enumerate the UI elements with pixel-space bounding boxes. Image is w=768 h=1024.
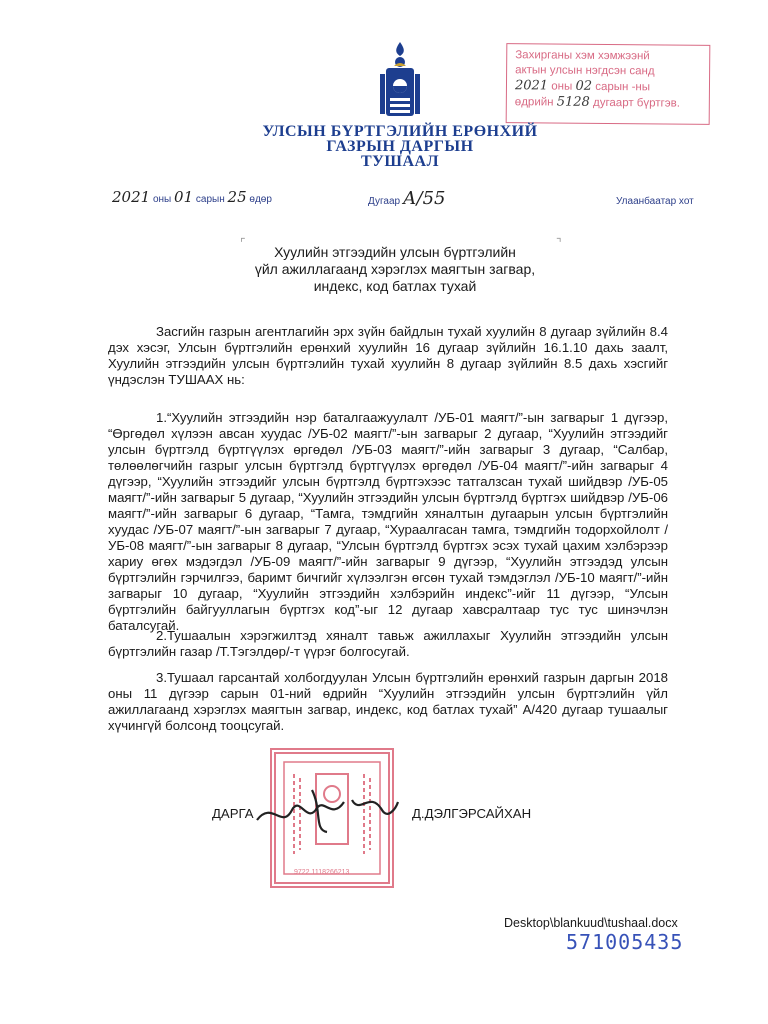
- paragraph-text: 3.Тушаал гарсантай холбогдуулан Улсын бүртгэлийн ерөнхий газрын даргын 2018 оны 11 дүгээр сарын 01-ний өдрийн “Хуулийн этгээдийн улсын бүртгэлийн үйл ажиллагаанд хэрэглэх маягтын загвар, индекс, код батлах тухай” А/420 дугаар тушаалыг хүчингүй болсонд тооцсугай.: [108, 670, 668, 733]
- stamp-text: сарын: [595, 80, 629, 94]
- date-label: оны: [152, 194, 172, 205]
- state-emblem-icon: [372, 40, 428, 120]
- body-paragraph-2: [108, 410, 668, 634]
- subject-line-1: Хуулийн этгээдийн улсын бүртгэлийн: [274, 244, 516, 260]
- stamp-text: дугаарт бүртгэв.: [592, 96, 681, 110]
- header-line-3: ТУШААЛ: [360, 153, 439, 170]
- date-month: 01: [174, 188, 194, 206]
- stamp-line-3: [515, 78, 701, 96]
- stamp-year: 2021: [514, 78, 549, 94]
- signer-name: Д.ДЭЛГЭРСАЙХАН: [412, 806, 532, 821]
- date-label: сарын: [195, 194, 225, 205]
- date-day: 25: [227, 188, 247, 206]
- stamp-month: 02: [575, 78, 593, 94]
- number-label: Дугаар: [368, 196, 401, 207]
- number-value: А/55: [402, 188, 446, 209]
- body-paragraph-1: [108, 324, 668, 388]
- corner-mark: ⌝: [556, 236, 562, 250]
- stamp-line-2: актын улсын нэгдсэн санд: [515, 64, 655, 78]
- handwritten-signature: [252, 780, 402, 840]
- stamp-number: 5128: [556, 94, 590, 110]
- seal-number: 9722 1118266213: [294, 869, 350, 876]
- stamp-line-4: [515, 94, 701, 112]
- stamp-line-1: Захирганы хэм хэмжээнй: [515, 49, 650, 63]
- date-year: 2021: [112, 188, 151, 206]
- corner-mark: ⌜: [240, 236, 246, 250]
- paragraph-text: 1.“Хуулийн этгээдийн нэр баталгаажуулалт /УБ-01 маягт/”-ын загварыг 1 дүгээр, “Өргөдөл хүлээн авсан хуудас /УБ-02 маягт/”-ын загварыг 2 дугаар, “Хуулийн этгээдийг улсын бүртгэлд бүртгүүлэх өргөдөл /УБ-03 маягт/”-ийн загварыг 3 дугаар, “Салбар, төлөөлөгчийн газрыг улсын бүртгэлд бүртгүүлэх өргөдөл /УБ-04 маягт/”-ийн загварыг 4 дүгээр, “Хуулийн этгээдийг улсын бүртгэлд бүртгэхээс татгалзсан тухай шийдвэр /УБ-05 маягт/”-ийн загварыг 5 дугаар, “Хуулийн этгээдийн улсын бүртгэлд бүртгэх шийдвэр /УБ-06 маягт/”-ийн загварыг 6 дугаар, “Тамга, тэмдгийн хяналтын дугаарын улсын бүртгэлийн хуудас /УБ-07 маягт/”-ын загварыг 7 дугаар, “Хураалгасан тамга, тэмдгийн тодорхойлолт /УБ-08 маягт/”-ын загварыг 8 дугаар, “Улсын бүртгэлд бүртгэх эсэх тухай цахим хэлбэрээр хариу өгөх мэдэгдэл /УБ-09 маягт/”-ийн загварыг 9 дүгээр, “Хуулийн этгээдэд улсын бүртгэлийн гэрчилгээ, баримт бичгийг хүлээлгэн өгсөн тухай тэмдэглэл /УБ-10 маягт/”-ийн загварыг 10 дугаар, “Хуулийн этгээдийн хэлбэрийн индекс”-ийг 11 дүгээр, “Улсын бүртгэлийн байгууллагын бүртгэх код”-ыг 12 дугаар хавсралтаар тус тус шинэчлэн баталсугай.: [108, 410, 668, 633]
- serial-number: 571005435: [566, 930, 684, 954]
- signer-title: ДАРГА: [212, 806, 254, 821]
- file-path: Desktop\blankuud\tushaal.docx: [504, 916, 678, 930]
- header-line-2: ГАЗРЫН ДАРГЫН: [326, 138, 474, 155]
- header-line-1: УЛСЫН БҮРТГЭЛИЙН ЕРӨНХИЙ: [262, 123, 538, 140]
- paragraph-text: 2.Тушаалын хэрэгжилтэд хяналт тавьж ажиллахыг Хуулийн этгээдийн улсын бүртгэлийн газар /Т.Тэгэлдөр/-т үүрэг болгосугай.: [108, 628, 668, 659]
- city: Улаанбаатар хот: [616, 196, 694, 207]
- body-paragraph-3: [108, 628, 668, 660]
- date-label: өдөр: [249, 194, 272, 205]
- stamp-text: -ны: [631, 81, 651, 94]
- document-header: [200, 124, 600, 169]
- body-paragraph-4: [108, 670, 668, 734]
- subject-line-2: үйл ажиллагаанд хэрэглэх маягтын загвар,: [254, 261, 536, 277]
- stamp-text: оны: [551, 80, 573, 93]
- subject-line-3: индекс, код батлах тухай: [313, 278, 477, 294]
- document-subject: [230, 244, 560, 295]
- stamp-text: өдрийн: [514, 96, 554, 109]
- document-date: [112, 188, 272, 206]
- registration-stamp: [506, 43, 711, 125]
- document-number: [368, 188, 446, 209]
- paragraph-text: Засгийн газрын агентлагийн эрх зүйн байдлын тухай хуулийн 8 дугаар зүйлийн 8.4 дэх хэсэг, Улсын бүртгэлийн ерөнхий хуулийн 16 дугаар зүйлийн 16.1.10 дахь заалт, Хуулийн этгээдийн улсын бүртгэлийн тухай хуулийн 8 дугаар зүйлийн 8.5 дахь хэсгийг үндэслэн ТУШААХ нь:: [108, 324, 668, 387]
